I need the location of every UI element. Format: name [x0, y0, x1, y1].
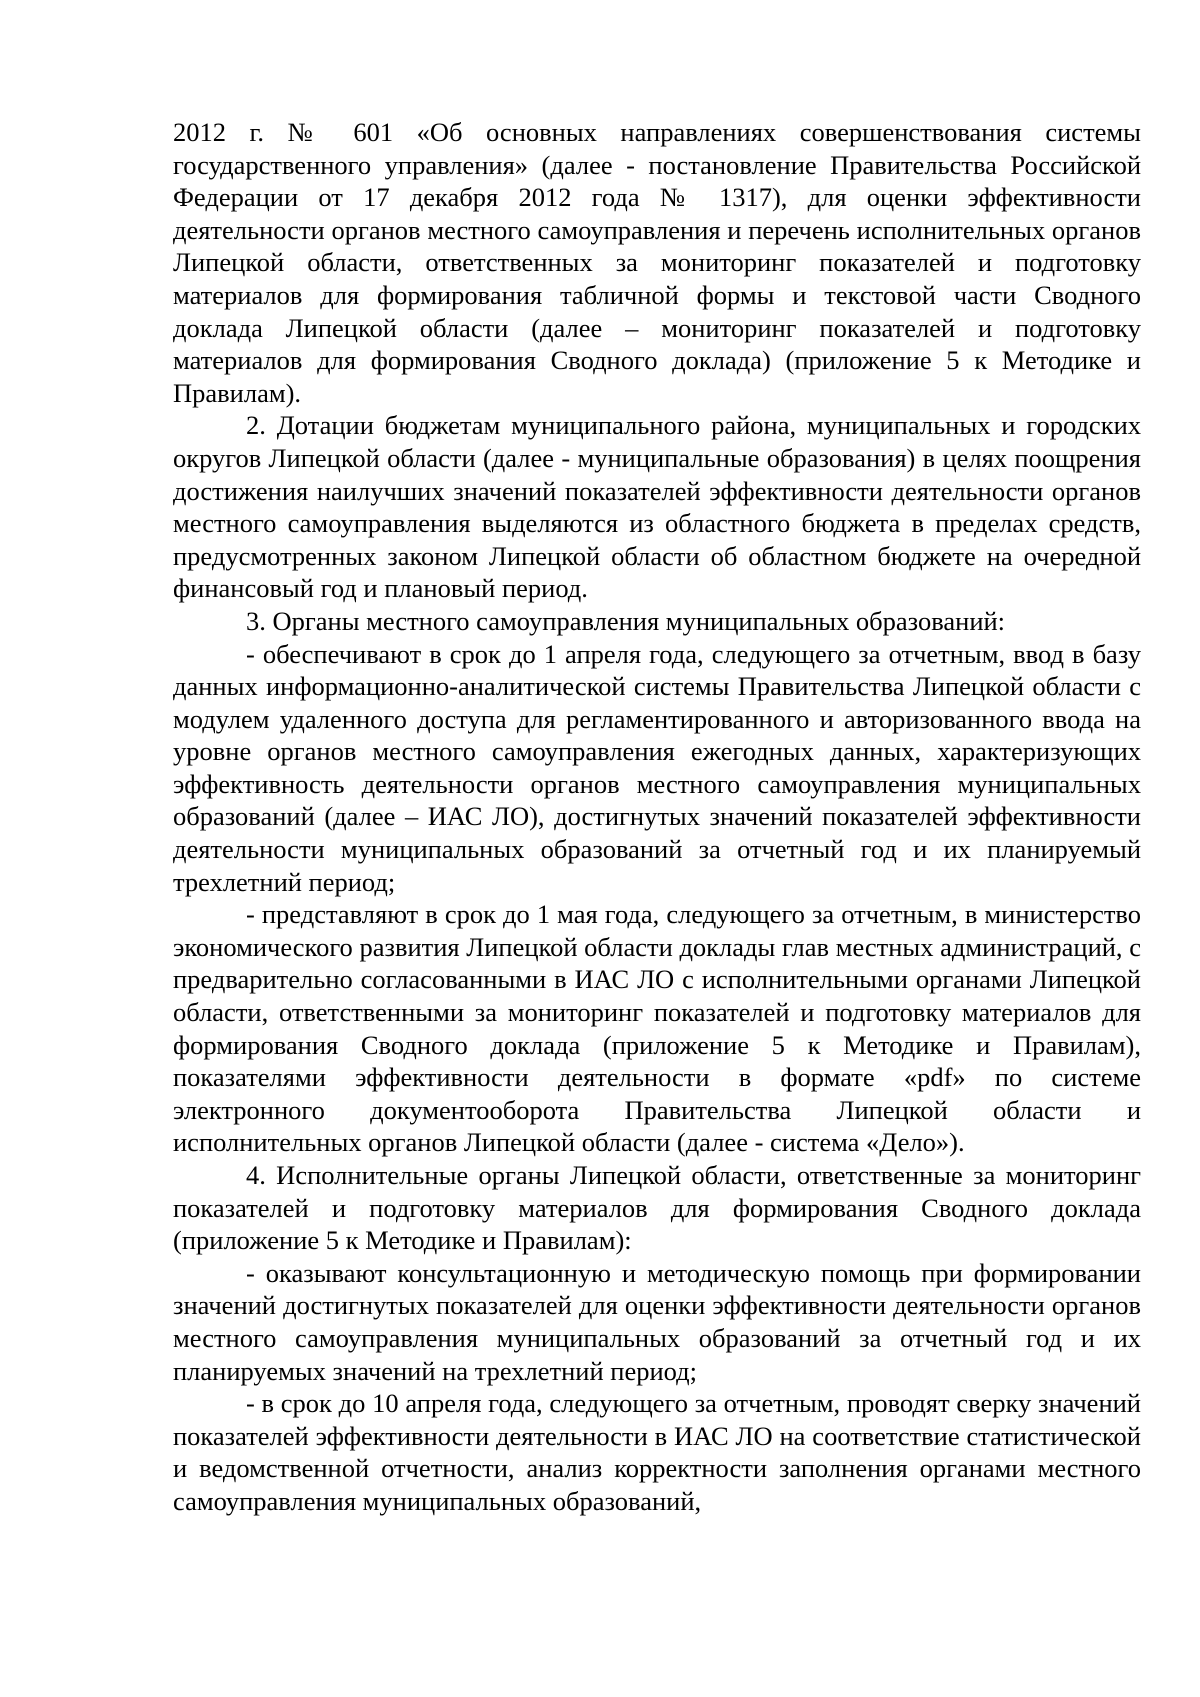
- paragraph-item-2: 2. Дотации бюджетам муниципального района, муниципальных и городских округов Липецкой области (далее - муниципальные образования) в целях поощрения достижения наилучших значений показателей эффективности деятельности органов местного самоуправления выделяются из областного бюджета в пределах средств, предусмотренных законом Липецкой области об областном бюджете на очередной финансовый год и плановый период.: [173, 410, 1141, 604]
- paragraph-item-4: 4. Исполнительные органы Липецкой области, ответственные за мониторинг показателей и подготовку материалов для формирования Сводного доклада (приложение 5 к Методике и Правилам):: [173, 1160, 1141, 1256]
- list-item-3-b: - представляют в срок до 1 мая года, следующего за отчетным, в министерство экономического развития Липецкой области доклады глав местных администраций, с предварительно согласованными в ИАС ЛО с исполнительными органами Липецкой области, ответственными за мониторинг показателей и подготовку материалов для формирования Сводного доклада (приложение 5 к Методике и Правилам), показателями эффективности деятельности в формате «pdf» по системе электронного документооборота Правительства Липецкой области и исполнительных органов Липецкой области (далее - система «Дело»).: [173, 899, 1141, 1158]
- list-item-4-b: - в срок до 10 апреля года, следующего за отчетным, проводят сверку значений показателей эффективности деятельности в ИАС ЛО на соответствие статистической и ведомственной отчетности, анализ корректности заполнения органами местного самоуправления муниципальных образований,: [173, 1388, 1141, 1516]
- list-item-3-a: - обеспечивают в срок до 1 апреля года, следующего за отчетным, ввод в базу данных информационно-аналитической системы Правительства Липецкой области с модулем удаленного доступа для регламентированного и авторизованного ввода на уровне органов местного самоуправления ежегодных данных, характеризующих эффективность деятельности органов местного самоуправления муниципальных образований (далее – ИАС ЛО), достигнутых значений показателей эффективности деятельности муниципальных образований за отчетный год и их планируемый трехлетний период;: [173, 638, 1141, 897]
- list-item-4-a: - оказывают консультационную и методическую помощь при формировании значений достигнутых показателей для оценки эффективности деятельности органов местного самоуправления муниципальных образований за отчетный год и их планируемых значений на трехлетний период;: [173, 1257, 1141, 1386]
- paragraph-continuation: 2012 г. № 601 «Об основных направлениях совершенствования системы государственного управления» (далее - постановление Правительства Российской Федерации от 17 декабря 2012 года № 1317), для оценки эффективности деятельности органов местного самоуправления и перечень исполнительных органов Липецкой области, ответственных за мониторинг показателей и подготовку материалов для формирования табличной формы и текстовой части Сводного доклада Липецкой области (далее – мониторинг показателей и подготовку материалов для формирования Сводного доклада) (приложение 5 к Методике и Правилам).: [173, 117, 1141, 408]
- paragraph-item-3: 3. Органы местного самоуправления муниципальных образований:: [246, 605, 1006, 636]
- document-body: [173, 116, 1141, 1518]
